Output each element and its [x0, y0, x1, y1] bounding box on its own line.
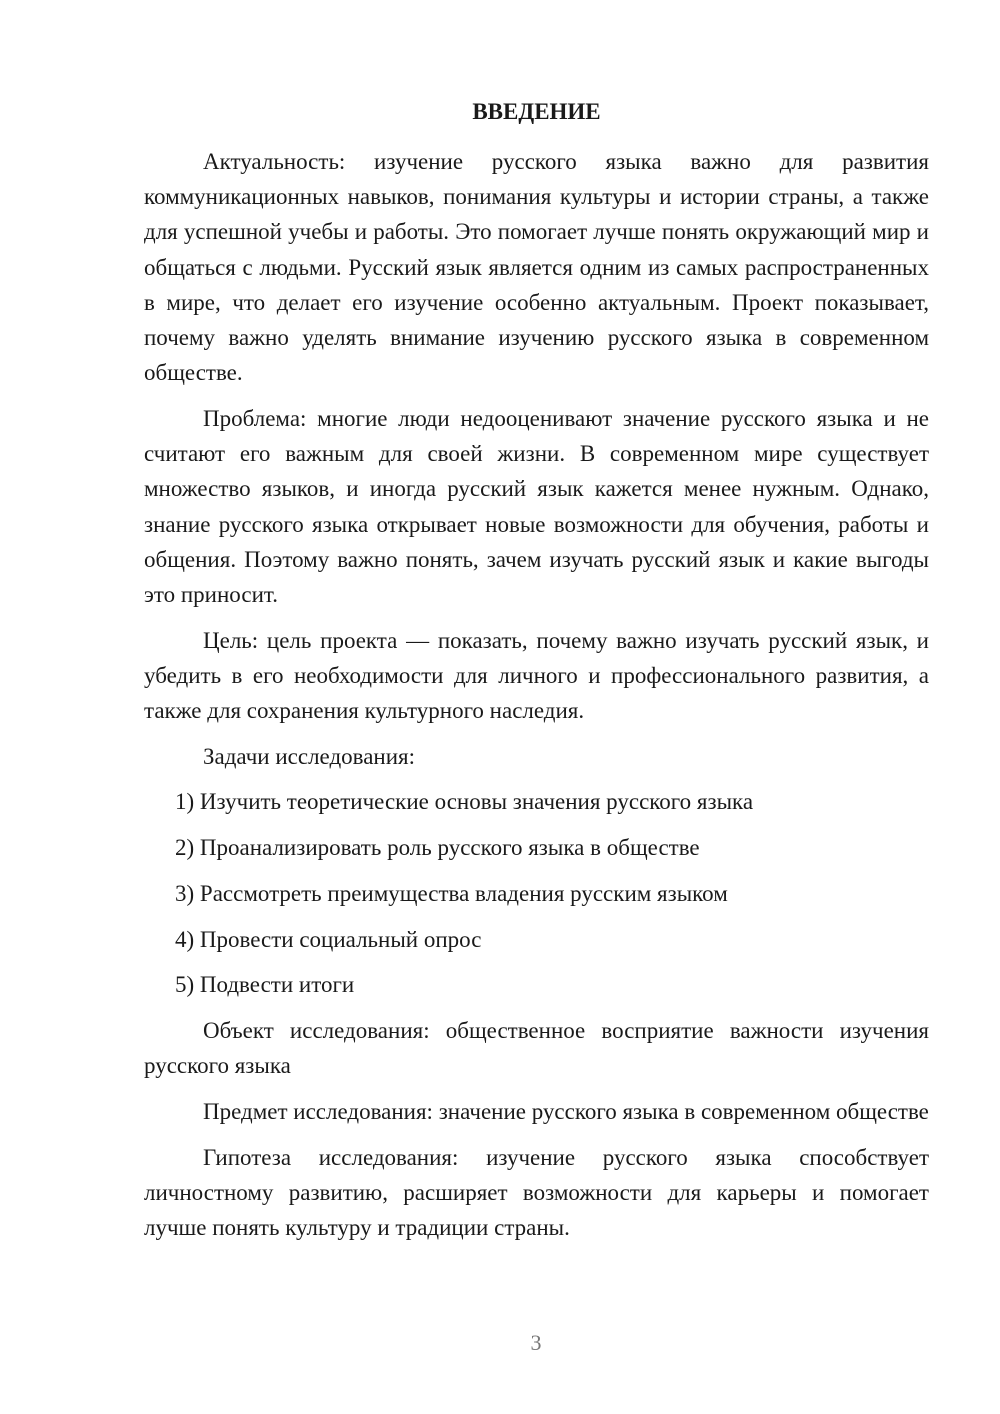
- task-item: 2) Проанализировать роль русского языка в обществе: [175, 835, 700, 861]
- page-number: 3: [530, 1330, 542, 1355]
- task-item: 3) Рассмотреть преимущества владения русским языком: [175, 880, 728, 906]
- paragraph-object: Объект исследования: общественное восприятие важности изучения русского языка: [144, 1017, 929, 1079]
- task-item: 5) Подвести итоги: [175, 972, 355, 998]
- paragraph-relevance: Актуальность: изучение русского языка важно для развития коммуникационных навыков, понимания культуры и истории страны, а также для успешной учебы и работы. Это помогает лучше понять окружающий мир и общаться с людьми. Русский язык является одним из самых распространенных в мире, что делает его изучение особенно актуальным. Проект показывает, почему важно уделять внимание изучению русского языка в современном обществе.: [144, 149, 929, 386]
- task-item: 1) Изучить теоретические основы значения русского языка: [175, 789, 754, 815]
- paragraph-subject: Предмет исследования: значение русского языка в современном обществе: [203, 1098, 929, 1124]
- page-content: [144, 90, 929, 1256]
- tasks-title: Задачи исследования:: [203, 743, 416, 769]
- paragraph-hypothesis: Гипотеза исследования: изучение русского языка способствует личностному развитию, расширяет возможности для карьеры и помогает лучше понять культуру и традиции страны.: [144, 1144, 929, 1240]
- paragraph-goal: Цель: цель проекта — показать, почему важно изучать русский язык, и убедить в его необходимости для личного и профессионального развития, а также для сохранения культурного наследия.: [144, 627, 929, 724]
- task-item: 4) Провести социальный опрос: [175, 926, 482, 952]
- paragraph-problem: Проблема: многие люди недооценивают значение русского языка и не считают его важным для своей жизни. В современном мире существует множество языков, и иногда русский язык кажется менее нужным. Однако, знание русского языка открывает новые возможности для обучения, работы и общения. Поэтому важно понять, зачем изучать русский язык и какие выгоды это приносит.: [144, 405, 929, 607]
- page-title: ВВЕДЕНИЕ: [472, 99, 601, 124]
- task-list: [144, 784, 929, 1002]
